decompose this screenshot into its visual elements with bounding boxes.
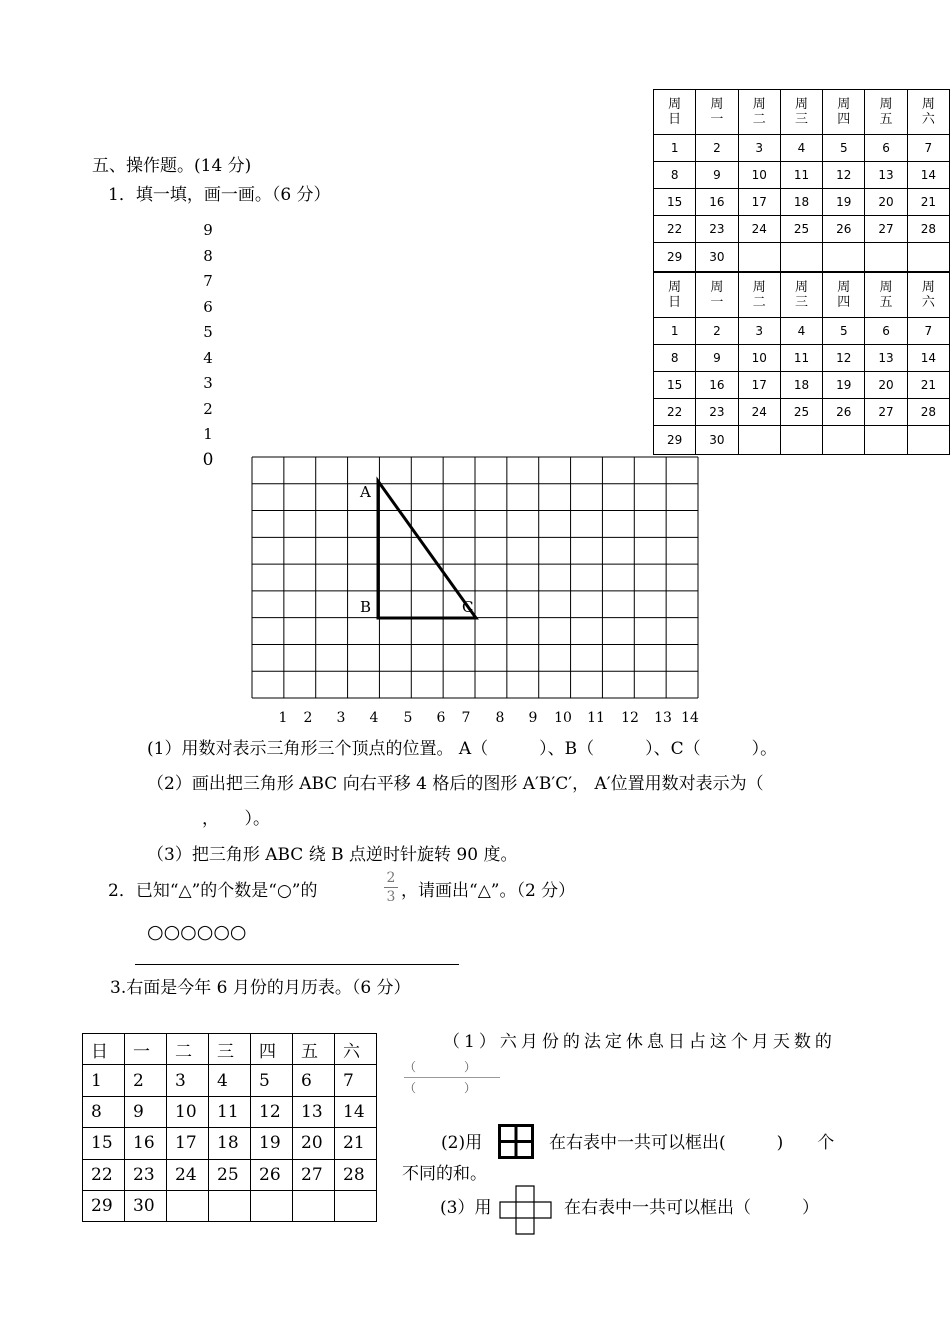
q2-text-after: ，请画出“△”。（2 分） — [401, 881, 576, 901]
q3-sub3-before: (3）用 — [440, 1198, 492, 1218]
calendar-cell: 13 — [865, 162, 907, 189]
calendar-cell: 19 — [823, 189, 865, 216]
calendar-header-cell: 周 日 — [654, 273, 696, 318]
calendar-cell: 10 — [738, 162, 780, 189]
calendar-cell: 1 — [654, 135, 696, 162]
q1-sub3: （3）把三角形 ABC 绕 B 点逆时针旋转 90 度。 — [147, 845, 518, 865]
calendar-cell: 21 — [335, 1128, 377, 1159]
q3-sub1: （1）六月份的法定休息日占这个月天数的 — [443, 1032, 836, 1052]
calendar-cell: 22 — [83, 1159, 125, 1190]
calendar-cell: 28 — [335, 1159, 377, 1190]
x-axis-label: 13 — [654, 710, 672, 726]
q3-sub2-line2: 不同的和。 — [402, 1164, 487, 1184]
calendar-cell: 18 — [780, 189, 822, 216]
calendar-cell: 2 — [696, 318, 738, 345]
calendar-header-cell: 周 一 — [696, 90, 738, 135]
y-axis-label: 4 — [203, 348, 213, 367]
calendar-cell: 8 — [654, 162, 696, 189]
calendar-cell: 14 — [335, 1096, 377, 1127]
calendar-cell: 23 — [696, 399, 738, 426]
calendar-cell: 25 — [209, 1159, 251, 1190]
q2-frac-num: 2 — [386, 870, 396, 886]
calendar-cell: 28 — [907, 399, 949, 426]
calendar-cell: 18 — [209, 1128, 251, 1159]
x-axis-label: 7 — [461, 710, 471, 726]
y-axis-label: 0 — [202, 450, 214, 470]
calendar-row — [83, 1159, 377, 1190]
calendar-cell: 30 — [696, 243, 738, 272]
calendar-cell — [167, 1190, 209, 1221]
calendar-cell: 15 — [83, 1128, 125, 1159]
calendar-cell: 23 — [696, 216, 738, 243]
calendar-cell: 12 — [251, 1096, 293, 1127]
point-a-label: A — [360, 483, 371, 501]
calendar-header-cell: 周 五 — [865, 90, 907, 135]
calendar-cell: 27 — [865, 216, 907, 243]
calendar-header-cell: 周 日 — [654, 90, 696, 135]
calendar-cell: 8 — [83, 1096, 125, 1127]
y-axis-label: 8 — [203, 246, 213, 265]
q1-sub1: (1）用数对表示三角形三个顶点的位置。 A（ ）、B（ ）、C（ ）。 — [147, 739, 778, 759]
calendar-cell: 12 — [823, 345, 865, 372]
calendar-cell: 5 — [823, 135, 865, 162]
calendar-cell: 22 — [654, 216, 696, 243]
calendar-cell: 11 — [780, 345, 822, 372]
q3-sub3-after: 在右表中一共可以框出（ ） — [564, 1198, 819, 1218]
y-axis-label: 7 — [203, 272, 213, 290]
x-axis-label: 5 — [403, 710, 413, 726]
calendar-cell: 6 — [293, 1065, 335, 1096]
calendar-cell: 26 — [823, 399, 865, 426]
point-c-label: C — [462, 598, 474, 616]
calendar-cell — [209, 1190, 251, 1221]
calendar-cell: 15 — [654, 189, 696, 216]
q3-frac-num: （ ） — [404, 1060, 477, 1074]
calendar-cell: 23 — [125, 1159, 167, 1190]
calendar-row — [83, 1128, 377, 1159]
calendar-cell: 17 — [738, 372, 780, 399]
calendar-header-cell: 周 一 — [696, 273, 738, 318]
x-axis-label: 4 — [369, 710, 379, 726]
point-b-label: B — [360, 598, 372, 616]
calendar-cell: 27 — [865, 399, 907, 426]
y-axis-label: 5 — [203, 323, 213, 341]
calendar-cell: 1 — [654, 318, 696, 345]
calendar-cell: 25 — [780, 399, 822, 426]
calendar-cell: 4 — [209, 1065, 251, 1096]
calendar-cell: 2 — [696, 135, 738, 162]
calendar-cell: 3 — [167, 1065, 209, 1096]
calendar-header-cell: 日 — [83, 1034, 125, 1065]
calendar-cell: 7 — [335, 1065, 377, 1096]
calendar-cell: 29 — [654, 243, 696, 272]
calendar-header-cell: 周 三 — [780, 273, 822, 318]
calendar-cell: 7 — [907, 135, 949, 162]
calendar-cell: 2 — [125, 1065, 167, 1096]
calendar-header-cell: 三 — [209, 1034, 251, 1065]
q3-frac-den: （ ） — [404, 1081, 477, 1095]
calendar-cell: 4 — [780, 135, 822, 162]
cross-frame-icon — [499, 1185, 553, 1235]
x-axis-label: 2 — [303, 710, 313, 726]
q2-fraction — [384, 870, 398, 905]
calendar-cell: 10 — [738, 345, 780, 372]
x-axis-label: 1 — [278, 710, 288, 726]
calendar-cell: 21 — [907, 372, 949, 399]
calendar-cell: 12 — [823, 162, 865, 189]
calendar-header-cell: 周 六 — [907, 90, 949, 135]
calendar-cell: 30 — [125, 1190, 167, 1221]
calendar-cell: 21 — [907, 189, 949, 216]
q3-sub2-before: (2)用 — [441, 1133, 483, 1153]
q2-frac-den: 3 — [386, 889, 396, 905]
calendar-header-cell: 四 — [251, 1034, 293, 1065]
calendar-cell: 20 — [293, 1128, 335, 1159]
q1-sub2-line1: （2）画出把三角形 ABC 向右平移 4 格后的图形 A′B′C′， A′位置用数对表示为（ — [147, 774, 764, 794]
calendar-cell: 26 — [251, 1159, 293, 1190]
calendar-cell: 20 — [865, 372, 907, 399]
q3-sub2-after: 在右表中一共可以框出( ) 个 — [549, 1133, 835, 1153]
calendar-cell: 6 — [865, 318, 907, 345]
calendar-cell: 22 — [654, 399, 696, 426]
calendar-cell: 1 — [83, 1065, 125, 1096]
calendar-header-cell: 周 三 — [780, 90, 822, 135]
calendar-cell: 7 — [907, 318, 949, 345]
calendar-cell: 16 — [696, 189, 738, 216]
calendar-header-cell: 周 二 — [738, 90, 780, 135]
calendar-header-cell: 五 — [293, 1034, 335, 1065]
calendar-cell: 11 — [209, 1096, 251, 1127]
calendar-cell: 13 — [293, 1096, 335, 1127]
y-axis-label: 6 — [203, 297, 213, 316]
calendar-cell: 5 — [823, 318, 865, 345]
answer-line — [135, 964, 459, 965]
question-1-title: 1．填一填，画一画。（6 分） — [108, 185, 331, 205]
calendar-row — [83, 1096, 377, 1127]
calendar-header-cell: 周 五 — [865, 273, 907, 318]
x-axis-label: 11 — [587, 710, 605, 726]
calendar-cell: 24 — [738, 399, 780, 426]
calendar-cell: 18 — [780, 372, 822, 399]
x-axis-label: 3 — [336, 710, 346, 726]
y-axis-label: 2 — [203, 399, 213, 418]
x-axis-label: 10 — [554, 710, 572, 726]
calendar-header-cell: 周 六 — [907, 273, 949, 318]
x-axis-label: 6 — [436, 710, 446, 726]
calendar-cell: 25 — [780, 216, 822, 243]
calendar-cell: 14 — [907, 345, 949, 372]
calendar-cell: 29 — [654, 426, 696, 455]
y-axis-label: 1 — [203, 425, 213, 443]
calendar-cell: 17 — [167, 1128, 209, 1159]
q2-circles: ○○○○○○ — [147, 921, 247, 943]
x-axis-label: 14 — [681, 710, 699, 726]
calendar-cell: 20 — [865, 189, 907, 216]
calendar-cell: 28 — [907, 216, 949, 243]
calendar-header-cell: 周 四 — [823, 90, 865, 135]
square-frame-icon — [498, 1124, 536, 1160]
calendar-cell: 27 — [293, 1159, 335, 1190]
calendar-row — [83, 1065, 377, 1096]
calendar-cell: 30 — [696, 426, 738, 455]
x-axis-label: 12 — [621, 710, 639, 726]
x-axis-label: 9 — [528, 710, 538, 726]
x-axis-label: 8 — [495, 710, 505, 726]
calendar-cell: 10 — [167, 1096, 209, 1127]
calendar-june — [82, 1033, 377, 1222]
calendar-header-cell: 周 二 — [738, 273, 780, 318]
calendar-cell: 9 — [125, 1096, 167, 1127]
fraction-bar — [384, 887, 398, 888]
calendar-cell: 9 — [696, 345, 738, 372]
calendar-cell — [293, 1190, 335, 1221]
calendar-cell: 14 — [907, 162, 949, 189]
calendar-cell: 26 — [823, 216, 865, 243]
calendar-cell: 24 — [167, 1159, 209, 1190]
y-axis-label: 3 — [203, 374, 213, 392]
fraction-bar — [404, 1077, 500, 1078]
calendar-cell — [335, 1190, 377, 1221]
calendar-cell: 16 — [696, 372, 738, 399]
calendar-cell: 8 — [654, 345, 696, 372]
calendar-cell: 6 — [865, 135, 907, 162]
q1-sub2-line2: ， ）。 — [185, 809, 270, 829]
calendar-cell: 19 — [251, 1128, 293, 1159]
calendar-cell: 4 — [780, 318, 822, 345]
calendar-cell: 15 — [654, 372, 696, 399]
y-axis-label: 9 — [203, 221, 213, 239]
calendar-row — [83, 1190, 377, 1221]
calendar-cell: 5 — [251, 1065, 293, 1096]
q3-title: 3.右面是今年 6 月份的月历表。（6 分） — [110, 978, 411, 998]
section-title: 五、操作题。(14 分) — [92, 156, 252, 176]
calendar-header-cell: 周 四 — [823, 273, 865, 318]
calendar-cell: 11 — [780, 162, 822, 189]
calendar-cell: 19 — [823, 372, 865, 399]
calendar-cell: 9 — [696, 162, 738, 189]
calendar-cell: 24 — [738, 216, 780, 243]
calendar-header-cell: 一 — [125, 1034, 167, 1065]
calendar-cell: 3 — [738, 318, 780, 345]
calendar-cell: 17 — [738, 189, 780, 216]
calendar-cell: 29 — [83, 1190, 125, 1221]
calendar-header-cell: 二 — [167, 1034, 209, 1065]
calendar-cell: 16 — [125, 1128, 167, 1159]
q2-text-before: 2．已知“△”的个数是“○”的 — [108, 881, 318, 901]
calendar-cell: 13 — [865, 345, 907, 372]
q3-fraction — [404, 1060, 500, 1095]
calendar-header-cell: 六 — [335, 1034, 377, 1065]
calendar-cell: 3 — [738, 135, 780, 162]
calendar-cell — [251, 1190, 293, 1221]
